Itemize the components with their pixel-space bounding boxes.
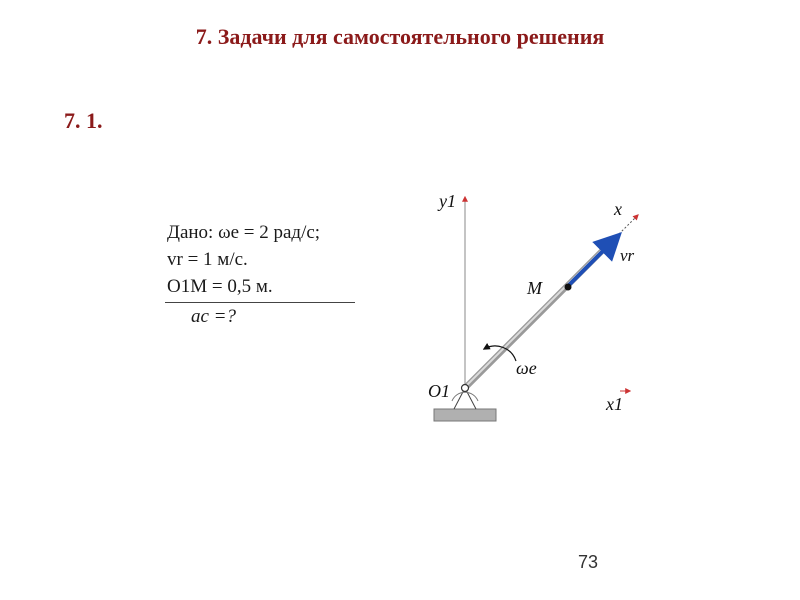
given-line-3: O1M = 0,5 м. xyxy=(167,276,273,297)
problem-number: 7. 1. xyxy=(64,108,103,133)
label-o1: O1 xyxy=(428,381,450,401)
pivot-arc xyxy=(452,392,478,401)
label-we: ωe xyxy=(516,358,537,378)
slide-title: 7. Задачи для самостоятельного решения xyxy=(195,24,605,49)
given-block xyxy=(167,219,357,331)
pivot-o1 xyxy=(462,385,469,392)
label-x1: x1 xyxy=(606,394,623,414)
label-m: M xyxy=(527,278,542,298)
find-line: ac =? xyxy=(191,306,237,327)
page-number: 73 xyxy=(578,552,599,572)
relative-velocity-arrow xyxy=(568,236,618,286)
support-base xyxy=(434,409,496,421)
given-line-1: Дано: ωe = 2 рад/с; xyxy=(167,222,321,243)
label-x: x xyxy=(614,199,622,219)
point-m xyxy=(565,284,572,291)
given-line-2: vr = 1 м/с. xyxy=(167,249,248,270)
mechanism-diagram xyxy=(420,185,660,435)
label-vr: vr xyxy=(620,246,635,265)
label-y1: y1 xyxy=(439,191,456,211)
